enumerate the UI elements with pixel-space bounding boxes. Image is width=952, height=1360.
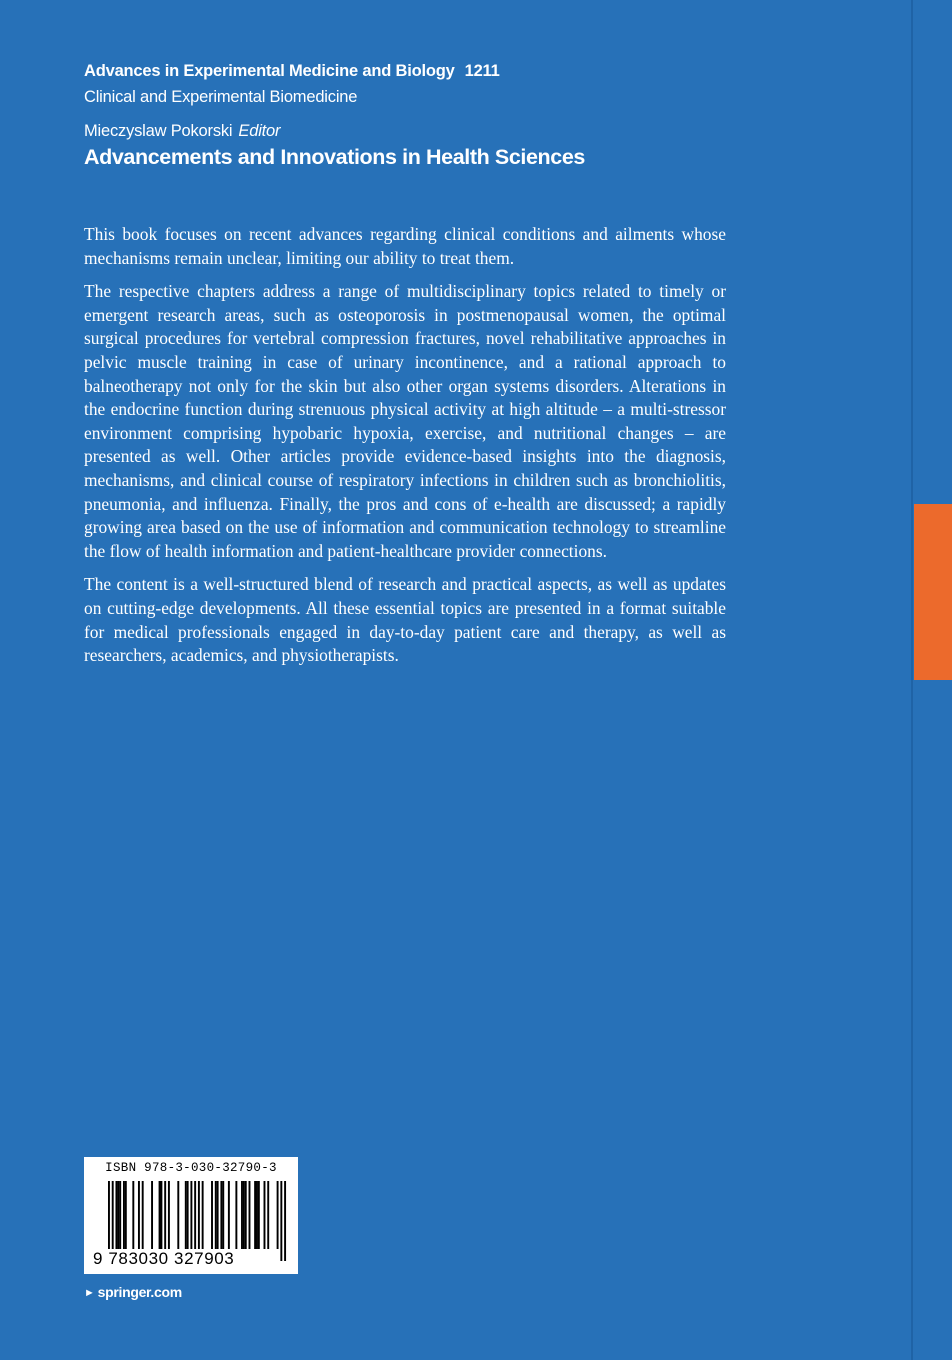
barcode-bar — [123, 1181, 125, 1249]
description-paragraph: The respective chapters address a range of multidisciplinary topics related to timely or emergent research areas, such as osteoporosis in postmenopausal women, the optimal surgical procedures for vertebral compression fractures, novel rehabilitative approaches in pelvic muscle training in case of urinary incontinence, and a rational approach to balneotherapy not only for the skin but also other organ systems disorders. Alterations in the endocrine function during strenuous physical activity at high altitude – a multi-stressor environment comprising hypobaric hypoxia, exercise, and nutritional changes – are presented as well. Other articles provide evidence-based insights into the diagnosis, mechanisms, and clinical course of respiratory infections in children such as bronchiolitis, pneumonia, and influenza. Finally, the pros and cons of e-health are discussed; a rapidly growing area based on the use of information and communication technology to streamline the flow of health information and patient-healthcare provider connections. — [84, 281, 726, 561]
series-volume: 1211 — [464, 62, 500, 80]
barcode-bar — [202, 1181, 204, 1249]
barcode-bar — [258, 1181, 260, 1249]
barcode-digits — [92, 1249, 292, 1269]
editor-name: Mieczyslaw Pokorski — [84, 122, 233, 140]
description-paragraph: The content is a well-structured blend of research and practical aspects, as well as updates on cutting-edge developments. All these essential topics are presented in a format suitable for medical professionals engaged in day-to-day patient care and therapy, as well as researchers, academics, and physiotherapists. — [84, 574, 726, 666]
barcode-bar — [249, 1181, 251, 1249]
barcode-bar — [215, 1181, 217, 1249]
barcode-bar — [245, 1181, 247, 1249]
barcode-bar — [177, 1181, 179, 1249]
spine-divider — [911, 0, 913, 1360]
barcode-bar — [217, 1181, 219, 1249]
barcode-bar — [264, 1181, 266, 1249]
book-title: Advancements and Innovations in Health Sciences — [84, 145, 585, 169]
barcode-bar — [222, 1181, 224, 1249]
orange-accent-tab — [914, 504, 952, 680]
series-title: Advances in Experimental Medicine and Biology — [84, 62, 455, 80]
publisher-link[interactable] — [84, 1283, 182, 1302]
barcode-bar — [151, 1181, 153, 1249]
publisher-url: springer.com — [97, 1284, 182, 1300]
barcode-bar — [254, 1181, 256, 1249]
isbn-label: ISBN 978-3-030-32790-3 — [105, 1161, 277, 1175]
barcode-bar — [243, 1181, 245, 1249]
barcode-bar — [256, 1181, 258, 1249]
barcode-bar — [138, 1181, 140, 1249]
editor-line — [84, 120, 844, 142]
triangle-right-icon: ► — [84, 1287, 95, 1299]
barcode-bar — [187, 1181, 189, 1249]
barcode-bar — [220, 1181, 222, 1249]
barcode-bar — [142, 1181, 144, 1249]
barcode-bar — [277, 1181, 279, 1249]
barcode-bar — [241, 1181, 243, 1249]
barcode-bar — [117, 1181, 119, 1249]
barcode-bar — [125, 1181, 127, 1249]
barcode-bar — [160, 1181, 162, 1249]
barcode-bar — [228, 1181, 230, 1249]
barcode-bar — [115, 1181, 117, 1249]
barcode-bar — [159, 1181, 161, 1249]
cover-header — [84, 58, 844, 172]
subseries-title: Clinical and Experimental Biomedicine — [84, 88, 358, 106]
barcode-digits-text: 9 783030 327903 — [93, 1249, 235, 1268]
barcode-bar — [190, 1181, 192, 1249]
isbn-barcode — [84, 1157, 298, 1274]
barcode-bar — [267, 1181, 269, 1249]
series-line — [84, 58, 844, 84]
barcode-bar — [168, 1181, 170, 1249]
barcode-bar — [211, 1181, 213, 1249]
editor-role: Editor — [238, 122, 281, 140]
barcode-bar — [164, 1181, 166, 1249]
barcode-bar — [185, 1181, 187, 1249]
book-description — [84, 223, 726, 678]
barcode-bar — [119, 1181, 121, 1249]
barcode-bar — [235, 1181, 237, 1249]
barcode-bar — [132, 1181, 134, 1249]
description-paragraph: This book focuses on recent advances regarding clinical conditions and ailments whose mechanisms remain unclear, limiting our ability to treat them. — [84, 224, 726, 268]
